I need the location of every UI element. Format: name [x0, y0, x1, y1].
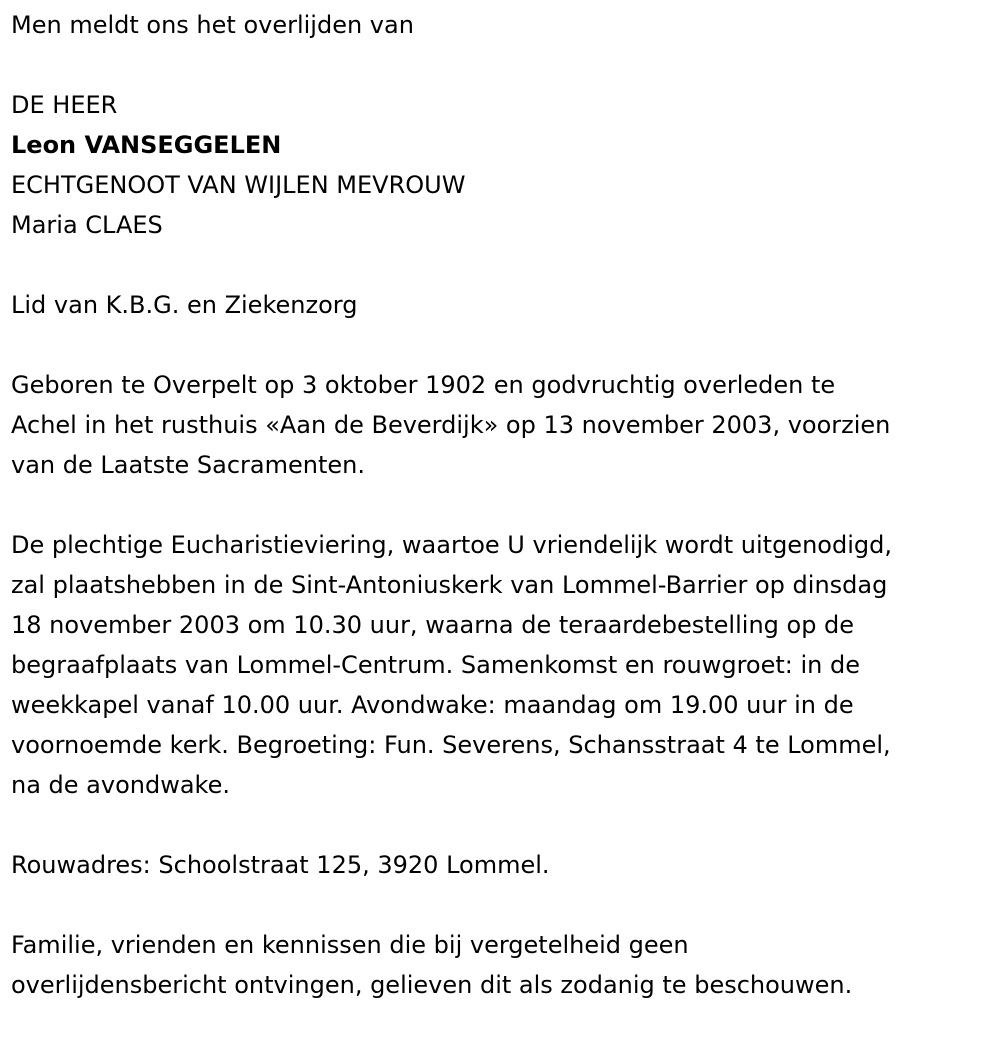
- paragraph-line: Achel in het rusthuis «Aan de Beverdijk» op 13 november 2003, voorzien: [11, 411, 891, 439]
- paragraph-line: na de avondwake.: [11, 771, 230, 799]
- paragraph-line: De plechtige Eucharistieviering, waartoe U vriendelijk wordt uitgenodigd,: [11, 531, 892, 559]
- paragraph-line: Geboren te Overpelt op 3 oktober 1902 en godvruchtig overleden te: [11, 371, 836, 399]
- spouse-name: Maria CLAES: [11, 211, 163, 239]
- paragraph-line: van de Laatste Sacramenten.: [11, 451, 365, 479]
- mourning-address: Rouwadres: Schoolstraat 125, 3920 Lommel.: [11, 851, 550, 879]
- closing-paragraph: [11, 925, 996, 1005]
- paragraph-line: overlijdensbericht ontvingen, gelieven dit als zodanig te beschouwen.: [11, 971, 853, 999]
- relation-text: ECHTGENOOT VAN WIJLEN MEVROUW: [11, 171, 466, 199]
- paragraph-line: weekkapel vanaf 10.00 uur. Avondwake: maandag om 19.00 uur in de: [11, 691, 854, 719]
- paragraph-line: zal plaatshebben in de Sint-Antoniuskerk van Lommel-Barrier op dinsdag: [11, 571, 888, 599]
- paragraph-line: begraafplaats van Lommel-Centrum. Samenkomst en rouwgroet: in de: [11, 651, 860, 679]
- paragraph-line: 18 november 2003 om 10.30 uur, waarna de teraardebestelling op de: [11, 611, 855, 639]
- title-prefix: DE HEER: [11, 91, 118, 119]
- paragraph-line: voornoemde kerk. Begroeting: Fun. Severens, Schansstraat 4 te Lommel,: [11, 731, 891, 759]
- obituary-notice: [11, 5, 996, 1005]
- membership-text: Lid van K.B.G. en Ziekenzorg: [11, 291, 358, 319]
- birth-death-paragraph: [11, 365, 996, 485]
- paragraph-line: Familie, vrienden en kennissen die bij vergetelheid geen: [11, 931, 689, 959]
- deceased-name: Leon VANSEGGELEN: [11, 131, 282, 159]
- intro-text: Men meldt ons het overlijden van: [11, 11, 414, 39]
- funeral-paragraph: [11, 525, 996, 805]
